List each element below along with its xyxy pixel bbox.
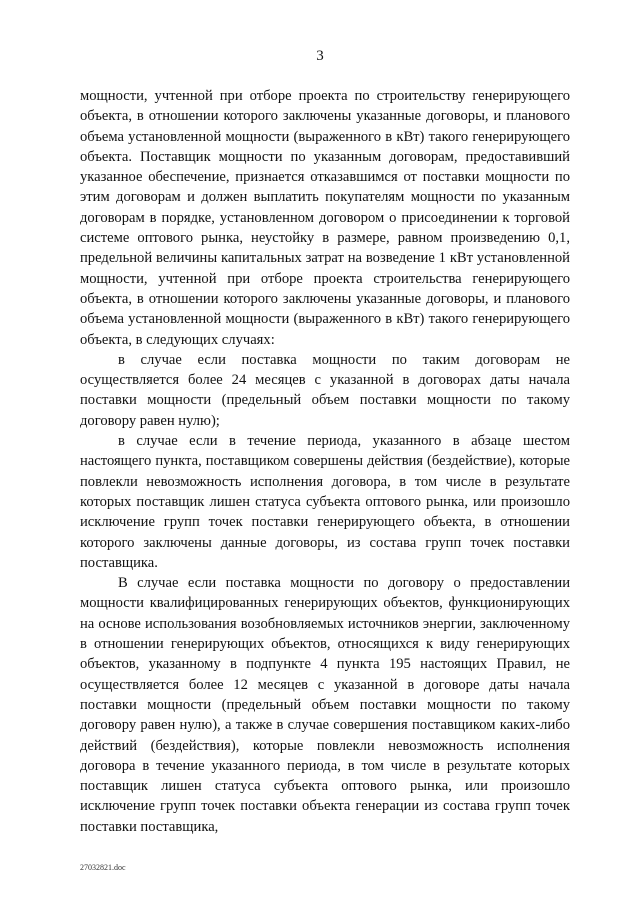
paragraph-3: в случае если в течение периода, указанного в абзаце шестом настоящего пункта, поставщиком совершены действия (бездействие), которые повлекли невозможность исполнения договора, в том числе в результате которых поставщик лишен статуса субъекта оптового рынка, или произошло исключение групп точек поставки генерирующего объекта, в отношении которого заключены данные договоры, из состава групп точек поставки поставщика. xyxy=(80,433,570,571)
paragraph-2: в случае если поставка мощности по таким договорам не осуществляется более 24 месяцев с указанной в договорах даты начала поставки мощности (предельный объем поставки мощности по такому договору равен нулю); xyxy=(80,351,570,429)
footer-filename: 27032821.doc xyxy=(80,863,126,872)
body-text xyxy=(80,86,570,837)
paragraph-4: В случае если поставка мощности по договору о предоставлении мощности квалифицированных генерирующих объектов, функционирующих на основе использования возобновляемых источников энергии, заключенному в отношении генерирующих объектов, относящихся к виду генерирующих объектов, указанному в подпункте 4 пункта 195 настоящих Правил, не осуществляется более 12 месяцев с указанной в договоре даты начала поставки мощности (предельный объем поставки мощности по такому договору равен нулю), а также в случае совершения поставщиком каких-либо действий (бездействия), которые повлекли невозможность исполнения договора в течение указанного периода, в том числе в результате которых поставщик лишен статуса субъекта оптового рынка, или произошло исключение групп точек поставки объекта генерации из состава групп точек поставки поставщика, xyxy=(80,575,570,835)
page-number: 3 xyxy=(316,48,324,64)
paragraph-1: мощности, учтенной при отборе проекта по строительству генерирующего объекта, в отношении которого заключены указанные договоры, и планового объема установленной мощности (выраженного в кВт) такого генерирующего объекта. Поставщик мощности по указанным договорам, предоставивший указанное обеспечение, признается отказавшимся от поставки мощности по этим договорам и должен выплатить покупателям мощности по указанным договорам в порядке, установленном договором о присоединении к торговой системе оптового рынка, неустойку в размере, равном произведению 0,1, предельной величины капитальных затрат на возведение 1 кВт установленной мощности, учтенной при отборе проекта строительства генерирующего объекта, в отношении которого заключены указанные договоры, и планового объема установленной мощности (выраженного в кВт) такого генерирующего объекта, в следующих случаях: xyxy=(80,88,570,348)
